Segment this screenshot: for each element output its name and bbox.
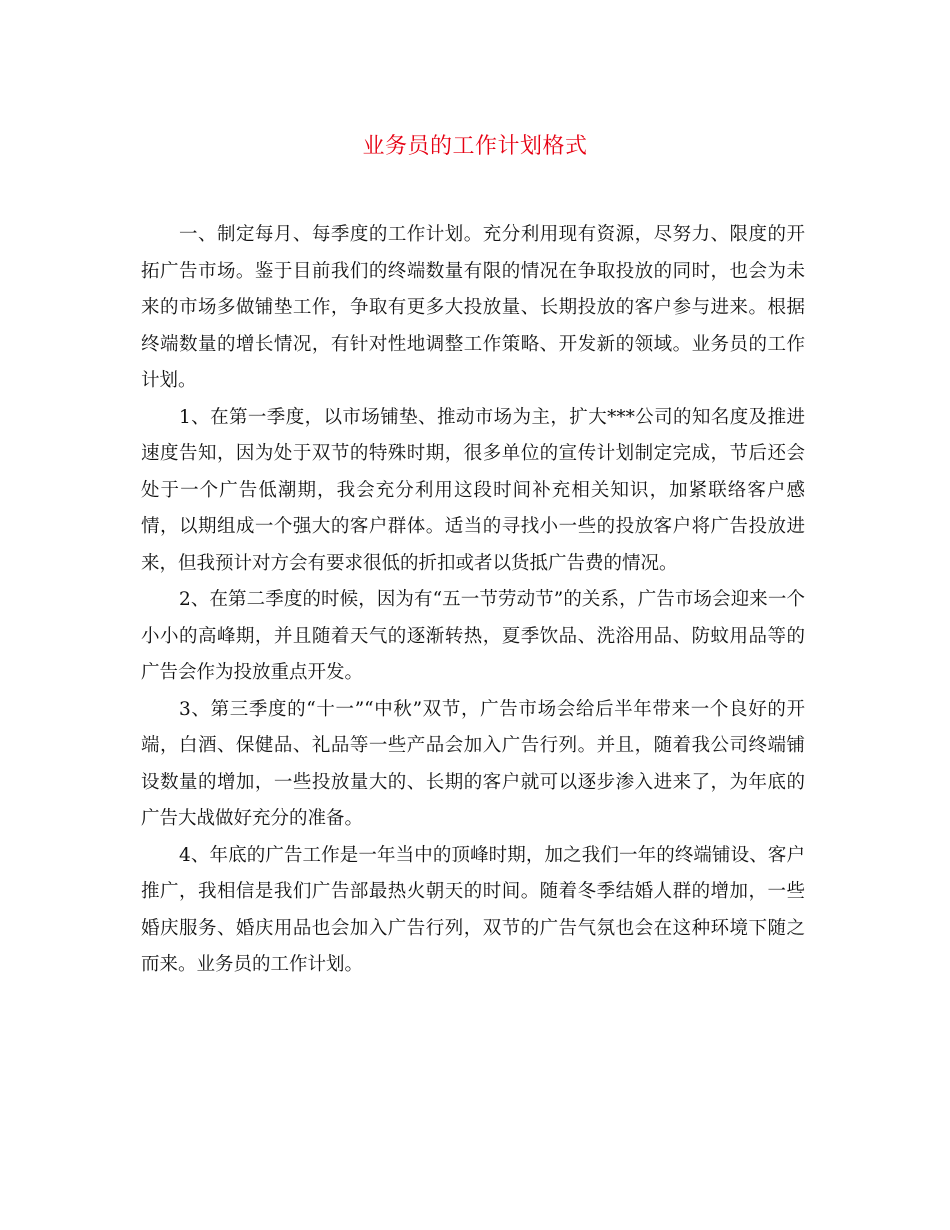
paragraph-q3: 3、第三季度的“十一”“中秋”双节，广告市场会给后半年带来一个良好的开端，白酒、保健品、礼品等一些产品会加入广告行列。并且，随着我公司终端铺设数量的增加，一些投放量大的、长期的客户就可以逐步渗入进来了，为年底的广告大战做好充分的准备。 <box>141 698 805 829</box>
document-title: 业务员的工作计划格式 <box>362 134 588 159</box>
paragraph-q4: 4、年底的广告工作是一年当中的顶峰时期，加之我们一年的终端铺设、客户推广，我相信是我们广告部最热火朝天的时间。随着冬季结婚人群的增加，一些婚庆服务、婚庆用品也会加入广告行列，双节的广告气氛也会在这种环境下随之而来。业务员的工作计划。 <box>141 844 805 975</box>
document-body <box>141 217 805 984</box>
paragraph-q1: 1、在第一季度，以市场铺垫、推动市场为主，扩大***公司的知名度及推进速度告知，因为处于双节的特殊时期，很多单位的宣传计划制定完成，节后还会处于一个广告低潮期，我会充分利用这段时间补充相关知识，加紧联络客户感情，以期组成一个强大的客户群体。适当的寻找小一些的投放客户将广告投放进来，但我预计对方会有要求很低的折扣或者以货抵广告费的情况。 <box>141 406 805 574</box>
paragraph-q2: 2、在第二季度的时候，因为有“五一节劳动节”的关系，广告市场会迎来一个小小的高峰期，并且随着天气的逐渐转热，夏季饮品、洗浴用品、防蚊用品等的广告会作为投放重点开发。 <box>141 589 805 683</box>
paragraph-intro: 一、制定每月、每季度的工作计划。充分利用现有资源，尽努力、限度的开拓广告市场。鉴于目前我们的终端数量有限的情况在争取投放的同时，也会为未来的市场多做铺垫工作，争取有更多大投放量、长期投放的客户参与进来。根据终端数量的增长情况，有针对性地调整工作策略、开发新的领域。业务员的工作计划。 <box>141 224 805 391</box>
